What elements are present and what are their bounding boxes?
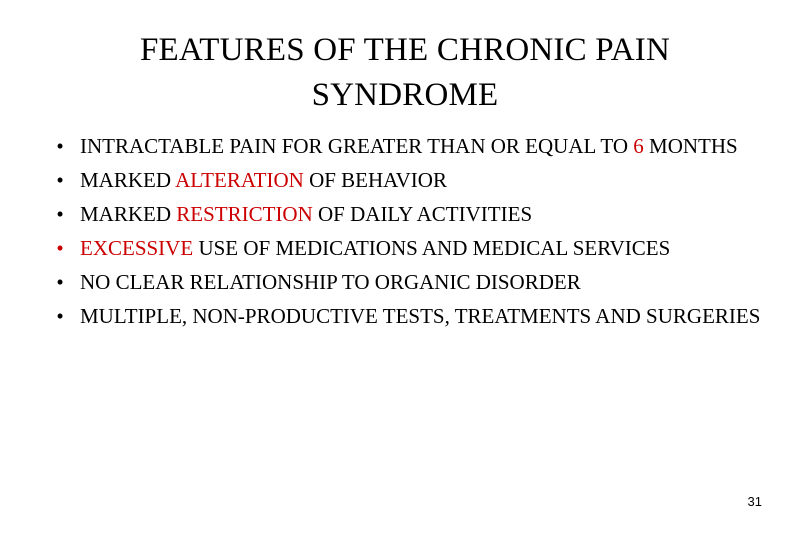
bullet-item-6 [52,302,772,330]
page-number: 31 [747,494,762,509]
bullet-text-after: OF BEHAVIOR [303,168,447,192]
bullet-item-3 [52,200,772,228]
bullet-highlight: EXCESSIVE [80,236,194,260]
bullet-dot-icon: • [56,202,64,226]
bullet-text-before: MARKED [80,168,176,192]
bullet-text-after: USE OF MEDICATIONS AND MEDICAL SERVICES [193,236,671,260]
bullet-highlight: ALTERATION [175,168,304,192]
bullet-text-before: NO CLEAR RELATIONSHIP TO ORGANIC DISORDER [80,270,581,294]
slide-title-line-2: SYNDROME [311,77,499,113]
bullet-item-4 [52,234,772,262]
bullet-dot-icon: • [56,236,64,260]
bullet-text-before: INTRACTABLE PAIN FOR GREATER THAN OR EQUAL TO [80,134,634,158]
bullet-highlight: RESTRICTION [176,202,313,226]
bullet-text-before: MULTIPLE, NON-PRODUCTIVE TESTS, TREATMENTS AND SURGERIES [80,304,761,328]
bullet-text-before: MARKED [80,202,177,226]
bullet-item-5 [52,268,772,296]
bullet-dot-icon: • [56,304,64,328]
bullet-list [52,132,772,336]
bullet-text-after: MONTHS [643,134,738,158]
bullet-highlight: 6 [633,134,644,158]
bullet-item-2 [52,166,772,194]
bullet-dot-icon: • [56,134,64,158]
slide-title [0,28,810,118]
bullet-dot-icon: • [56,168,64,192]
bullet-dot-icon: • [56,270,64,294]
bullet-text-after: OF DAILY ACTIVITIES [312,202,533,226]
bullet-item-1 [52,132,772,160]
slide-title-line-1: FEATURES OF THE CHRONIC PAIN [139,32,671,68]
